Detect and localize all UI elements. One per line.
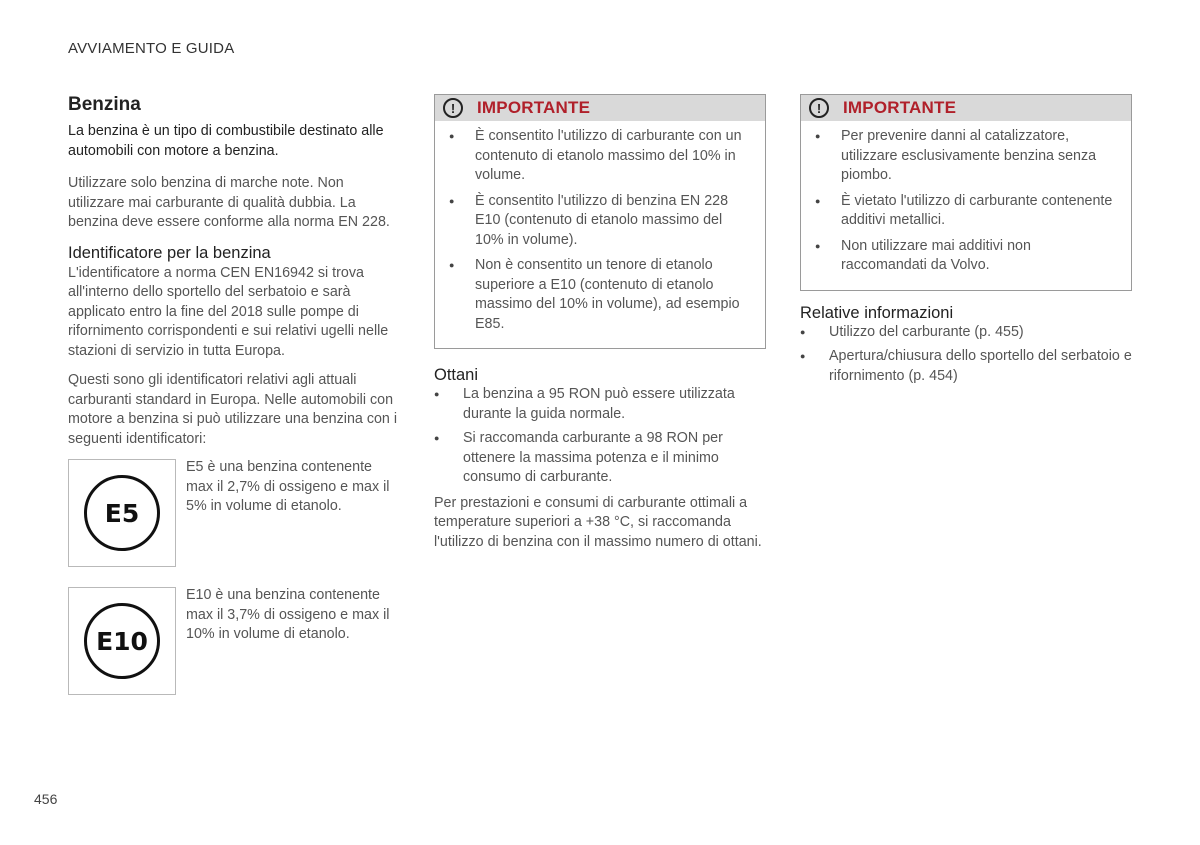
important-title: IMPORTANTE	[477, 98, 591, 117]
important-box	[434, 94, 766, 349]
lead-paragraph: La benzina è un tipo di combustibile destinato alle automobili con motore a benzina.	[68, 123, 384, 159]
paragraph: Per prestazioni e consumi di carburante ottimali a temperature superiori a +38 °C, si raccomanda l'utilizzo di benzina con il massimo numero di ottani.	[434, 494, 762, 550]
important-header	[801, 95, 1131, 121]
page-number: 456	[34, 791, 58, 807]
subheading-identifier: Identificatore per la benzina	[68, 243, 271, 262]
list-item: ● Non è consentito un tenore di etanolo superiore a E10 (contenuto di etanolo massimo del 10% in volume), ad esempio E85.	[447, 256, 751, 334]
important-title: IMPORTANTE	[843, 98, 957, 117]
list-item: ● È consentito l'utilizzo di benzina EN 228 E10 (contenuto di etanolo massimo del 10% in volume).	[447, 192, 751, 251]
section-title: Benzina	[68, 94, 141, 115]
paragraph: L'identificatore a norma CEN EN16942 si trova all'interno dello sportello del serbatoio e sarà applicato entro la fine del 2018 sulle pompe di rifornimento corrispondenti e sui relativi ugelli nelle stazioni di servizio in tutta Europa.	[68, 264, 389, 359]
related-link[interactable]: ● Apertura/chiusura dello sportello del serbatoio e rifornimento (p. 454)	[800, 347, 1132, 386]
related-link[interactable]: ● Utilizzo del carburante (p. 455)	[800, 323, 1132, 343]
e5-symbol-icon: E5	[84, 475, 160, 551]
identifier-e10	[68, 587, 398, 695]
identifier-symbol-frame	[68, 587, 176, 695]
important-body	[435, 121, 765, 348]
list-item: ● È consentito l'utilizzo di carburante con un contenuto di etanolo massimo del 10% in volume.	[447, 127, 751, 186]
list-item: ● La benzina a 95 RON può essere utilizzata durante la guida normale.	[434, 385, 766, 424]
important-body	[801, 121, 1131, 290]
column-important-octane	[434, 94, 766, 562]
column-important-related	[800, 94, 1132, 391]
list-item: ● Non utilizzare mai additivi non raccomandati da Volvo.	[813, 237, 1117, 276]
identifier-e5	[68, 459, 398, 567]
column-benzina	[68, 94, 398, 715]
subheading-octane: Ottani	[434, 366, 479, 384]
identifier-description: E5 è una benzina contenente max il 2,7% di ossigeno e max il 5% in volume di etanolo.	[186, 459, 390, 514]
subheading-related: Relative informazioni	[800, 303, 954, 322]
paragraph: Utilizzare solo benzina di marche note. Non utilizzare mai carburante di qualità dubbia. La benzina deve essere conforme alla norma EN 228.	[68, 175, 390, 230]
paragraph: Questi sono gli identificatori relativi agli attuali carburanti standard in Europa. Nelle automobili con motore a benzina si può utilizzare una benzina con i seguenti identificatori:	[68, 372, 398, 447]
warning-icon: !	[443, 98, 463, 118]
list-item: ● Si raccomanda carburante a 98 RON per ottenere la massima potenza e il minimo consumo di carburante.	[434, 429, 766, 488]
e10-symbol-icon: E10	[84, 603, 160, 679]
list-item: ● È vietato l'utilizzo di carburante contenente additivi metallici.	[813, 192, 1117, 231]
important-header	[435, 95, 765, 121]
identifier-symbol-frame	[68, 459, 176, 567]
warning-icon: !	[809, 98, 829, 118]
list-item: ● Per prevenire danni al catalizzatore, utilizzare esclusivamente benzina senza piombo.	[813, 127, 1117, 186]
identifier-description: E10 è una benzina contenente max il 3,7% di ossigeno e max il 10% in volume di etanolo.	[186, 587, 390, 642]
running-header: AVVIAMENTO E GUIDA	[68, 40, 235, 57]
important-box	[800, 94, 1132, 291]
